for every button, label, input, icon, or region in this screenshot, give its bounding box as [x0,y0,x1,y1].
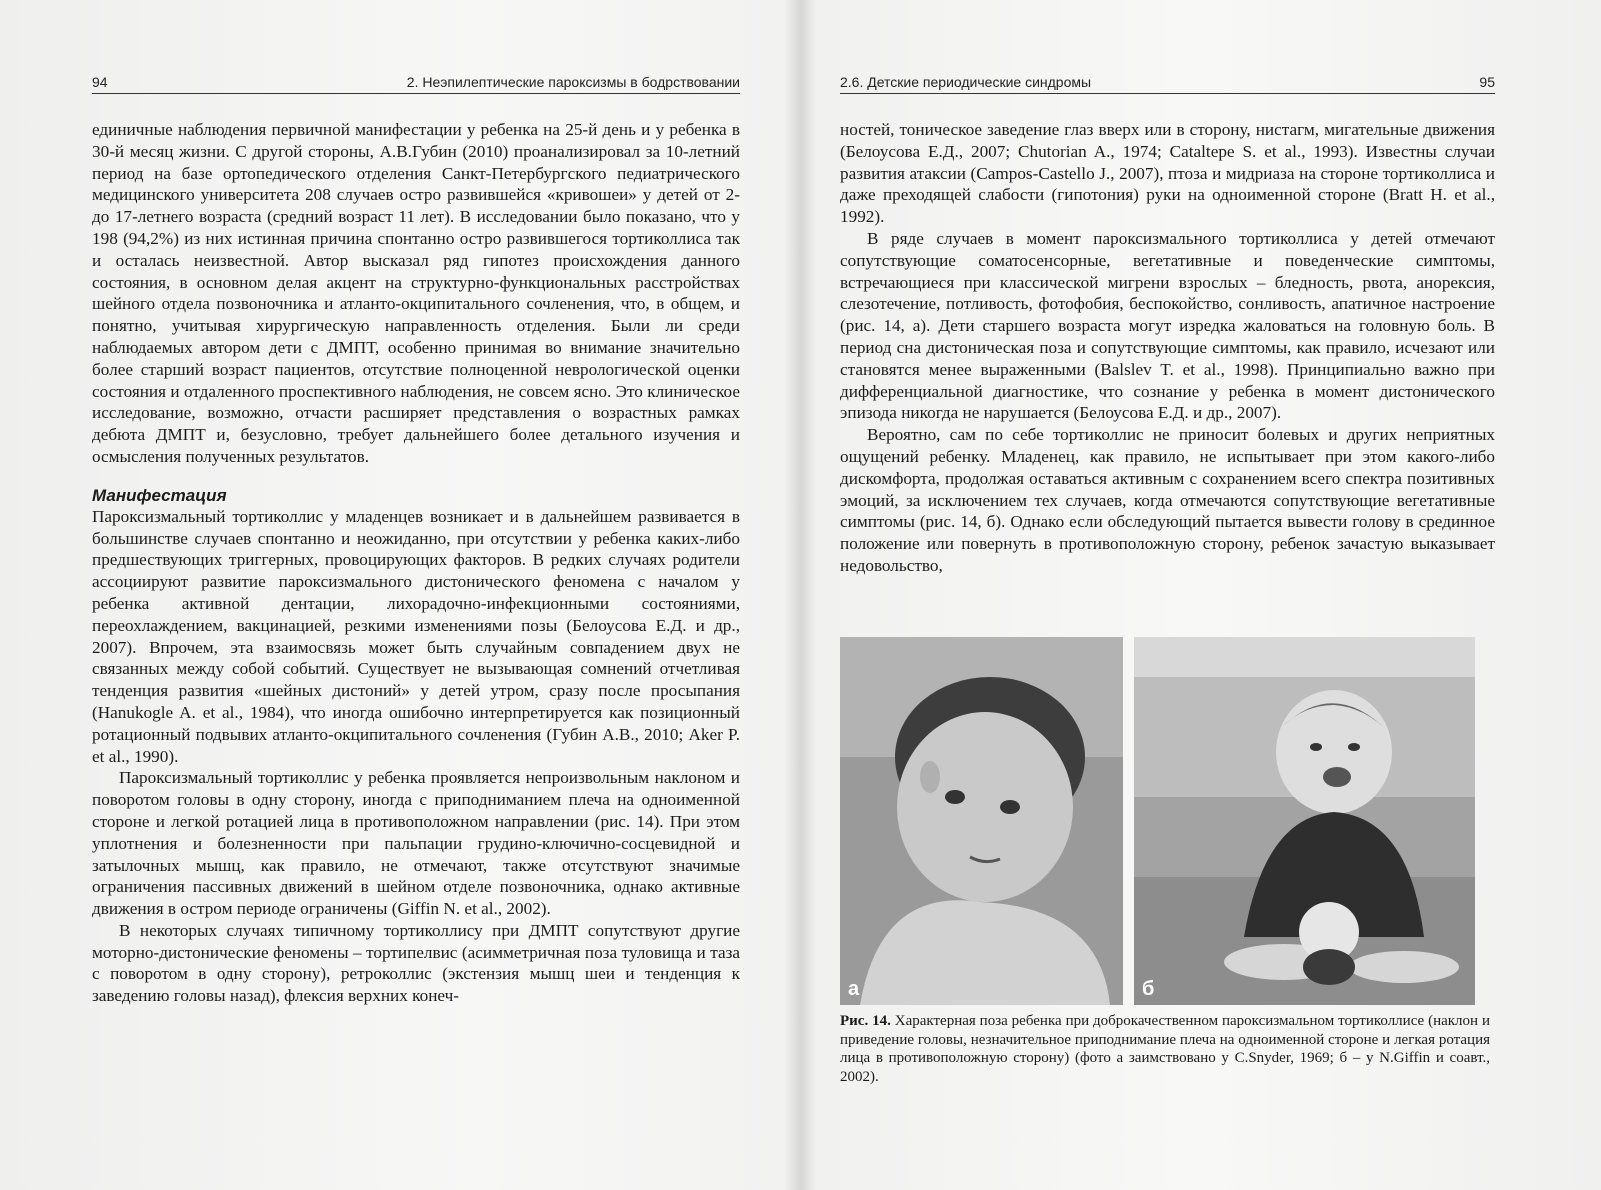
paragraph: единичные наблюдения первичной манифестации у ребенка на 25-й день и у ребенка в 30-й месяц жизни. С другой стороны, А.В.Губин (2010) проанализировал за 10-летний период на базе ортопедического отделения Санкт-Петербургского педиатрического медицинского университета 208 случаев остро развившейся «кривошеи» у детей от 2- до 17-летнего возраста (средний возраст 11 лет). В исследовании было показано, что у 198 (94,2%) из них истинная причина спонтанно остро развившегося тортиколлиса так и осталась неизвестной. Автор высказал ряд гипотез происхождения данного состояния, в основном делая акцент на структурно-функциональных расстройствах шейного отдела позвоночника и атланто-окципитального сочленения, что, в общем, и понятно, учитывая хирургическую направленность отделения. Были ли среди наблюдаемых автором дети с ДМПТ, особенно принимая во внимание значительно более старший возраст пациентов, отсутствие полноценной неврологической оценки состояния и отдаленного проспективного наблюдения, не совсем ясно. Это клиническое исследование, возможно, отчасти расширяет представления о возрастных рамках дебюта ДМПТ и, безусловно, требует дальнейшего более детального изучения и осмысления полученных результатов. [92,120,740,466]
page-header [840,66,1495,94]
section-heading: Манифестация [92,485,227,505]
right-page [810,0,1601,1190]
caption-lead: Рис. 14. [840,1013,891,1029]
running-header: 2.6. Детские периодические синдромы [840,74,1092,90]
figure-14 [840,637,1495,1005]
paragraph: В некоторых случаях типичному тортиколлису при ДМПТ сопутствуют другие моторно-дистонические феномены – тортипелвис (асимметричная поза туловища и таза с поворотом в одну сторону), ретроколлис (экстензия мышц шеи и тенденция к заведению головы назад), флексия верхних конеч- [92,920,740,1006]
running-header: 2. Неэпилептические пароксизмы в бодрствовании [406,74,740,90]
paragraph: Пароксизмальный тортиколлис у младенцев возникает и в дальнейшем развивается в большинстве случаев спонтанно и неожиданно, при отсутствии у ребенка каких-либо предшествующих триггерных, провоцирующих факторов. В редких случаях родители ассоциируют развитие пароксизмального дистонического феномена с началом у ребенка активной дентации, лихорадочно-инфекционными состояниями, переохлаждением, вакцинацией, резкими изменениями позы (Белоусова Е.Д. и др., 2007). Впрочем, эта взаимосвязь может быть случайным совпадением двух не связанных между собой событий. Существует не вызывающая сомнений отчетливая тенденция развития «шейных дистоний» у детей утром, сразу после просыпания (Hanukogle A. et al., 1984), что иногда ошибочно интерпретируется как позиционный ротационный подвывих атланто-окципитального сочленения (Губин А.В., 2010; Aker P. et al., 1990). [92,506,740,766]
left-page [0,0,800,1190]
page-number: 95 [1479,74,1495,90]
page-number: 94 [92,74,108,90]
photo-infant-head-tilt [840,637,1123,1005]
body-text [840,119,1495,577]
paragraph: Вероятно, сам по себе тортиколлис не приносит болевых и других неприятных ощущений ребенку. Младенец, как правило, не испытывает при этом какого-либо дискомфорта, продолжая оставаться активным с сохранением всего спектра позитивных эмоций, за исключением тех случаев, когда отмечаются сопутствующие вегетативные симптомы (рис. 14, б). Однако если обследующий пытается вывести голову в срединное положение или повернуть в противоположную сторону, ребенок зачастую выказывает недовольство, [840,425,1495,575]
photo-infant-sitting [1134,637,1475,1005]
photo-a-illustration [840,637,1123,1005]
figure-caption [840,1012,1490,1086]
page-header [92,66,740,94]
paragraph: В ряде случаев в момент пароксизмального тортиколлиса у детей отмечают сопутствующие соматосенсорные, вегетативные и поведенческие симптомы, встречающиеся при классической мигрени взрослых – бледность, рвота, анорексия, слезотечение, потливость, фотофобия, беспокойство, сонливость, апатичное настроение (рис. 14, а). Дети старшего возраста могут изредка жаловаться на головную боль. В период сна дистоническая поза и сопутствующие симптомы, как правило, исчезают или становятся менее выраженными (Balslev T. et al., 1998). Принципиально важно при дифференциальной диагностике, что сознание у ребенка в момент дистонического эпизода никогда не нарушается (Белоусова Е.Д. и др., 2007). [840,228,1495,423]
photo-b-illustration [1134,637,1475,1005]
photo-label-b: б [1142,978,1155,1000]
paragraph: Пароксизмальный тортиколлис у ребенка проявляется непроизвольным наклоном и поворотом головы в одну сторону, иногда с приподниманием плеча на одноименной стороне и легкой ротацией лица в противоположном направлении (рис. 14). При этом уплотнения и болезненности при пальпации грудино-ключично-сосцевидной и затылочных мышц, как правило, не отмечают, также отсутствуют значимые ограничения пассивных движений в шейном отделе позвоночника, однако активные движения в остром периоде ограничены (Giffin N. et al., 2002). [92,768,740,919]
paragraph: ностей, тоническое заведение глаз вверх или в сторону, нистагм, мигательные движения (Белоусова Е.Д., 2007; Chutorian A., 1974; Cataltepe S. et al., 1993). Известны случаи развития атаксии (Campos-Castello J., 2007), птоза и мидриаза на стороне тортиколлиса и даже преходящей слабости (гипотония) руки на одноименной стороне (Bratt H. et al., 1992). [840,120,1495,227]
body-text [92,119,740,1007]
photo-label-a: а [848,978,860,1000]
caption-text: Характерная поза ребенка при доброкачественном пароксизмальном тортиколлисе (наклон и приведение головы, незначительное приподнимание плеча на одноименной стороне и легкая ротация лица в противоположную сторону) (фото а заимствовано у C.Snyder, 1969; б – у N.Giffin и соавт., 2002). [840,1013,1490,1085]
